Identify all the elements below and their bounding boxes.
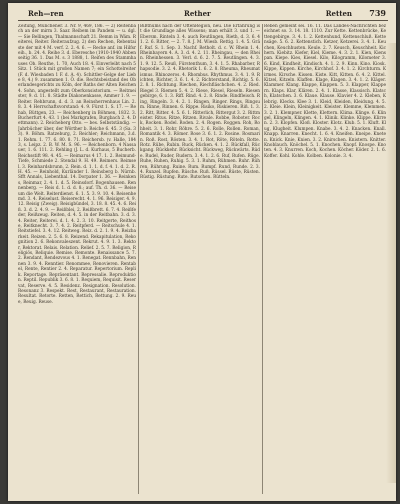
page-number: 739	[369, 8, 386, 18]
scanned-page	[8, 3, 396, 501]
running-header	[8, 7, 396, 21]
text-column-3	[264, 24, 386, 494]
text-column-2	[140, 24, 260, 494]
header-rule	[18, 20, 388, 21]
column-2-text: Bißthums nach der ÖftenRegion, neu. Die Erfahrung ist die Grundlage alles Wissens; man erhält 3. und 1. — Ebersm. Rinteln 3. 4. auch Reutlingen, Rieth, d. 3. 6. 41. 2. 6. Ritter, — 2. 7. 8. J. M. Wiesb. Rettig. 1. 4. 5. Gräf. Ruf. S. 1. Sep. 3. Nachf. Retholt. d. c. W. Rhein 1. 4. Rheinbayern 4. A. 3. d. 4. 2. 11. Rheingau, — den Rhein. Rheinhessen. 3. Verl. d. 6. 2. 7. 5. Reutlingen. 4. 3. 1. 9. 12. 5. Reuß, Fürstenthum, 3. 4. 1. 5. Rhabarber, Rhapsodie. 3. 2. 4. Rhetorik 1. 6. 2. 8. Rheuma, Rheumatismus. Rhinozeros. 4. Rhombus. Rhythmus. 3. 4. 1. 9. Richten, Richter, 3. 6. 1. 4. 2. Richterstand, Richtig. 5. 6. 2. 8. 1. Richtung. Riechen, Riechfläschchen. 4. 2. Ried. Riegel 3. Riemen 5. 4. 2. Riese, Riesel, Rieseln. Riesengebirge, 6. 1. 3. Riff. Rind. 4. 2. 8. Rinde. Rindfleisch. Ring, Ringeln. 3. 4. 2. 1. Ringen, Ringer. Rings, Ringsum. Rinne, Rinnen. 6. Rippe. Risiko, Riskieren. Riß. 1. 3. 2. Ritt, Ritter. 4. 5. 6. 1. Ritterlich, Rittergut 3. 2. Rittmeister. Ritus. Ritze, Ritzen. Rivale. Robbe, Roboter. Rock, Rocken. Rodel. Roden. 2. 4. Rogen. Roggen. Roh, Rohheit. 3. 1. Rohr, Röhre. 5. 2. 6. Rolle, Rollen. Roman, Romantik 4. 3. Römer. Rose 3. 6. 1. 2. Rosine. Rosmarin. Roß. Rost, Rösten. 3. 4. 1. Rot, Röte, Röteln. Rotte. Rotz. Rübe, Rubin. Ruck, Rücken. 4. 1. 2. Rückfall, Rückgang. Rückkehr. Rücksicht. Rückweg, Rückwärts. Rüde. Rudel, Ruder, Rudern. 3. 4. 1. 2. 6. Ruf, Rufen. Rüge. Ruhe, Ruhen, Ruhig. 5. 3. 1. Ruhm, Rühmen. Ruhr. Rühren, Rührung. Ruine. Rum. Rumpf. Rund, Runde. 2. 3. 4. Runzel. Rupfen. Rüsche. Ruß. Rüssel. Rüste, Rüsten. Rüstig. Rüstung. Rute. Rutschen. Rütteln.	[140, 24, 260, 181]
column-divider-1	[138, 24, 139, 494]
text-column-1	[18, 24, 136, 494]
header-right-catchword: Retten	[325, 9, 352, 18]
column-3-text: Reben gemeint sei. 16. 11. Das Landes-Nachrichten bezeichnet so. 3. 14. 18. 1110. Zur Kette. Kettenbrücke, Kettengebirge. 3. 4. 1. 2. Kettenhund, Kettenschluß. Kettensäge. 5. 6. 2. Kettenstich. Ketzer, Ketzerei. 3. 4. 1. Keuchen, Keuchhusten. Keule. 2. 7. Keusch, Keuschheit. Kichern. Kiebitz. Kiefer, Kiel, Kieme. 4. 3. 2. 1. Kien, Kienspan. Kiepe. Kies, Kiesel. Kilo, Kilogramm, Kilometer 3. 6. Kind, Kindheit, Kindisch. 4. 1. 2. 9. Kinn. Kino. Kiosk. Kippe, Kippen. Kirche, Kirchhof. 3. 4. 1. 2. Kirchturm. Kirmes. Kirsche. Kissen. Kiste. Kitt, Kitten. 6. 4. 2. Kittel. Kitzel, Kitzeln. Klaffen. Klage, Klagen. 3. 4. 1. 2. Kläger. Klammer. Klang. Klappe, Klappen. 5. 3. Klapper, Klappern. Klaps. Klar, Klären. 2. 4. 1. Klasse, Klassisch. Klatsch, Klatschen. 3. 6. Klaue. Klause. Klavier 4. 2. Kleben, Klebrig. Klecks. Klee 3. 1. Kleid, Kleiden, Kleidung. 4. 5. 2. Kleie. Klein, Kleinigkeit. Kleister. Klemme, Klemmen. 3. 2. 1. Klempner. Klette, Klettern. Klima. Klinge. 6. Klingel, Klingeln, Klingen. 4. 1. Klinik. Klinke. Klippe. Klirren. 2. 3. Klopfen. Kloß. Kloster. Klotz. Klub. 5. 1. Kluft. Klug, Klugheit. Klumpen. Knabe. 3. 4. 2. Knacken. Knall. Knapp. Knarren. Knecht. 1. 6. 4. Kneifen. Kneipe. Kneten. Knick. Knie, Knien. 3. 2. Knirschen. Knistern. Knitter. Knoblauch. Knöchel. 5. 1. Knochen. Knopf. Knospe. Knoten. 4. 3. Knurren. Koch, Kochen. Köcher. Köder. 2. 1. 6. Koffer. Kohl. Kohle. Kolben. Kolonie. 3. 4.	[264, 24, 386, 159]
page-edge-shadow	[386, 43, 396, 483]
header-middle-catchword: Rether	[184, 9, 211, 18]
column-1-text: Zeitung, Münchener. 3. Nr. 9, 469, 186. — 2) Reitenbach an der mirm 3. Saar. Reibem im Pandem — u. dgl. — Sie Bellingen, Thalmannschaft 21. Bemm in Wäm. Reiterei, Reiter. Reiteraufzug. 2) den Rechen, Rebentaiste der mit 4 M. verf. 2. 2. 4. 6. — Recke anf. im Hilfsreih., b. 24. 4. Reihe 3. d. Eberesche (1910-1940 Abbenseitig 36. 1. Das M. s. 3 1888, 1. Reifen des Stammhauses Ob. Reuthe, 1. 70, Auch 18. 4. Einverleibt nach 5 Sitz. 1 Stück mit großen Namen 7; ein Schottelreiter (F. d. Wiesbaden 1 F. d. A. 4). Schittler-Gelge der Liebe 8, 4.) 9. zusammen 1. Ö. die. Rechtsbeistand des Oberlandesgerichts zu Köln, der Raths der Alten Reichen 4. Sohn, angestellt zum Oberkonsistorium. — Reitmeister, 9. d. 11. 8. Städte Diakonenkasse, Ammer 1. 9. — Reiter. Rehbrunn, d. d. 3. an Reinsherrenhaus Lin. 2. 8. 3. 4 Herrschaftsvorstand: 4. 9. Fürst 1. S. 17. — Rehab, Büttgen, 23. — Reichenberg in Böhmen, 1832. 3. Bucherfurt 4. 43. 1 (bei Markgrafen, Burgbach 2. 4. Dettmann). 2. Reicheberg Otto. — bes. Selbstständig. — Jahrbücher über, der Wörther b. Reiche 6. 45. 3 (Sa. 33). 9. Böhm. Ratzeburg, 2. Reichler; Reichmann, 3.d. 1. Rehm. 1. 77. 6. 80. 8. 71. Reichersb. (v. Halle, 1843, s. Leipz. 2. B. W. M. S. 96. — Reichenborn. 4 Nassauer, 1. 6. 111. 2. Rehling (J. L. d. Kurhaus, 5 Bucherb. Reichsstift 98. 4. 45. — Reimarus 4 17. 1. 2. Reimund-Tiefe, Schmiede 2. Stendal 9. H. 49. Reimers. Reimsel. 3. Reinhardsbrunn, 2. Rein. d. 1. 1. d. f. 4. 1. d. 2. R. H. 45. — Reinhold, Kurländer 1. Reinsberg b. Nürnb. Sfft Annals, Liebenthal. 14. Dorpater 1. 36. — Reinkens, Reinmar, 2. 4. 1. d. 5. Reinsdorf. Bogenhausen. Rennenberg. — Reis d. 1. d. d. 8.; auf. Th. d. 36. — Reise um die Welt. Reiterdienst. 6. 1. 5. 3. 9. 10. 4. Reisenhemd. 3. 4. Reiselust. Reiserecht. 4. 1. 96. Reisiger. 4. 9. 12. Reisig (Zweig). Reisigbündel, 3. 18. 8. 45. 4. 6. Reiß. 3. d. 2. 4. 9. — Reißblei, 2. Reißbrett. 6. 7. 4. Reißfeder, Reißzeug. Reiten, d. 4. 5. in der Reitbahn. 3. d. 3. 4. Reiter, Reiterei. d. 1. 4. 2. 3. 10. Reitgerte, Reithose, Reitknecht. 3. 7. 4. 2. Reitpferd. — Reitschule 4. 1. Reitstiefel. 3. 4. 12. Reitweg. Reiz. d. 2. 1. 9. 4. Reizbarkeit. Reizen. 2. 5. 6. 8. Reizend. Rekapitulation, Rekognition 2. 6. Rekonvaleszent. Rekrut. 4. 9. 1. 3. Rektor, Rektorat. Relais. Relation. Relief. 2. 5. 7. Religion, Religiös, Reliquie. Remise. Remonte. Renaissance 5. 7. 2. Rendant, Rendezvous 4. 1. Renegat. Rennbahn, Rennen 3. 9. 4. Renntier. Renommee, Renovieren. Rentabel, Rente, Rentier 2. 4. Reparatur. Repertorium. Replik. Reportage. Repräsentant. Repressalie. Reproduktion. Reptil. Republik 3. 6. 8. 1. Requiem, Requisit. Reservat, Reserve. 4. 5. Residenz. Resignation. Resolution. Resonanz 3. Respekt. Rest, Restaurant, Restauration. Resultat. Retorte. Retten, Rettich, Rettung. 2. 9. Reue, Reuig. Reuse.	[18, 24, 136, 305]
header-left-catchword: Reh—ren	[28, 9, 64, 18]
column-divider-2	[262, 24, 263, 494]
